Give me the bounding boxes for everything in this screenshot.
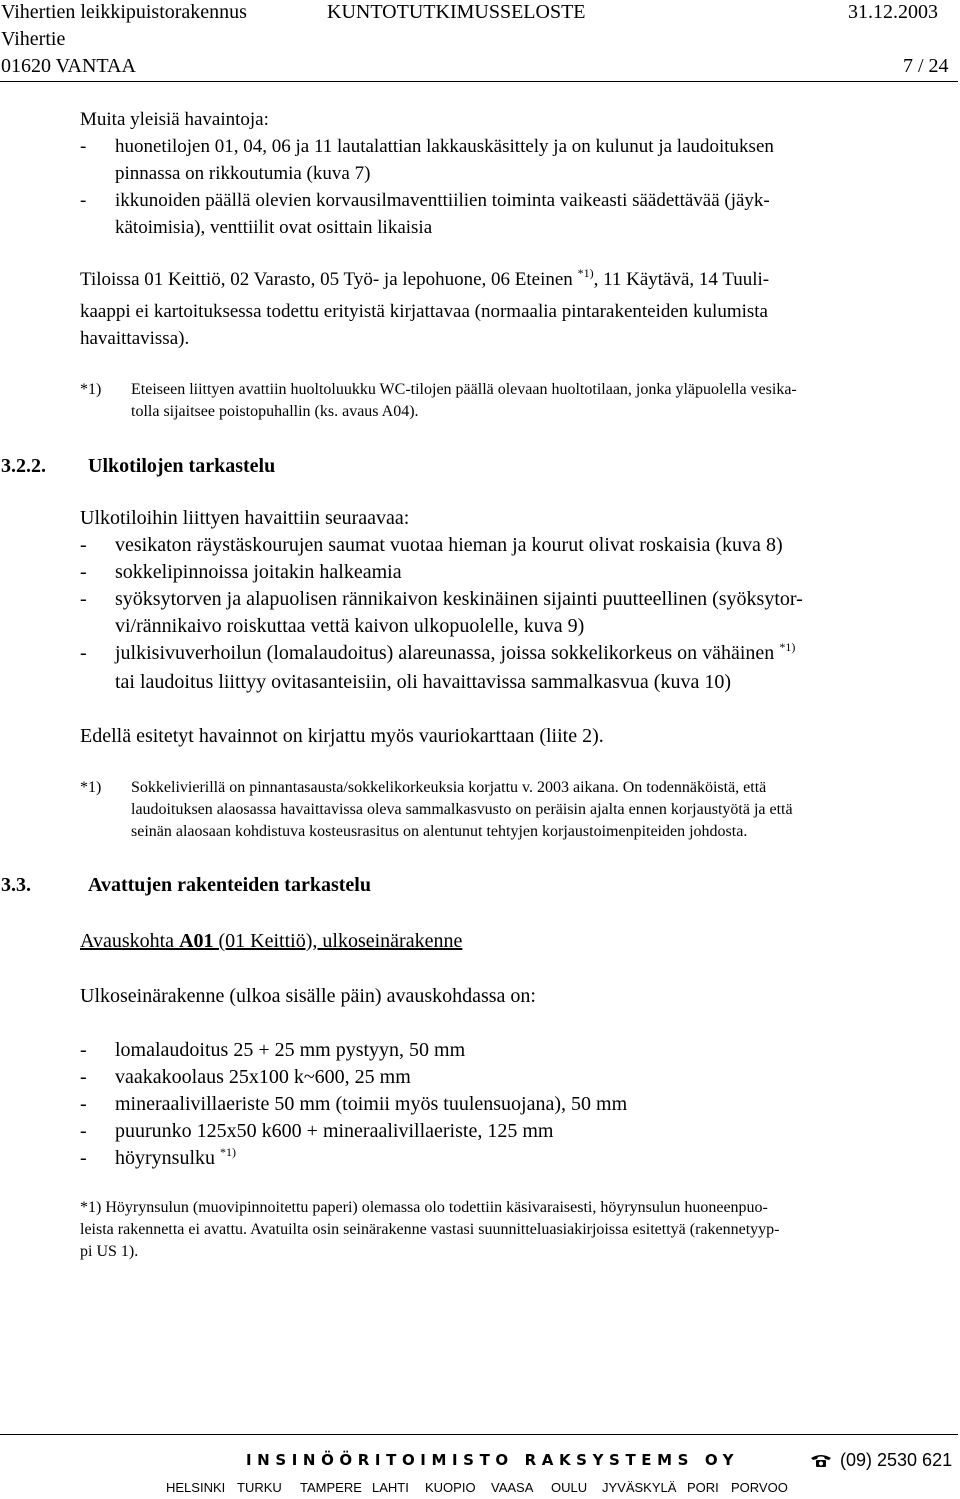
wall-structure-intro: Ulkoseinärakenne (ulkoa sisälle päin) avauskohdassa on:: [80, 985, 536, 1007]
layer-item-1: lomalaudoitus 25 + 25 mm pystyyn, 50 mm: [115, 1039, 466, 1061]
footnote-line-2: tolla sijaitsee poistopuhallin (ks. avaus A04).: [131, 403, 419, 420]
footer-city: PORVOO: [731, 1480, 788, 1495]
footnote-line-3: seinän alaosaan kohdistuva kosteusrasitus on alentunut tehtyjen korjaustoimenpiteiden johdosta.: [131, 823, 748, 840]
outdoor-item-3-line-1: syöksytorven ja alapuolisen rännikaivon keskinäinen sijainti puutteellinen (syöksytor-: [115, 588, 803, 610]
layer-item-2: vaakakoolaus 25x100 k~600, 25 mm: [115, 1066, 411, 1088]
footer-company: INSINÖÖRITOIMISTO RAKSYSTEMS OY: [246, 1451, 740, 1469]
observation-2-line-2: kätoimisia), venttiilit ovat osittain likaisia: [115, 217, 433, 238]
footer-phone: (09) 2530 621: [840, 1450, 953, 1470]
header-org: Vihertien leikkipuistorakennus: [1, 1, 247, 23]
bullet-dash: -: [80, 1120, 87, 1142]
header-rule: [0, 81, 958, 82]
outdoor-item-4-line-2: tai laudoitus liittyy ovitasanteisiin, oli havaittavissa sammalkasvua (kuva 10): [115, 671, 731, 693]
footnote-marker: *1): [80, 779, 102, 796]
footer-city: VAASA: [491, 1480, 534, 1495]
footnote-ref: *1): [577, 266, 594, 280]
footer-city: TURKU: [237, 1480, 282, 1495]
header-street: Vihertie: [1, 28, 66, 50]
section-title: Avattujen rakenteiden tarkastelu: [88, 874, 371, 896]
header-date: 31.12.2003: [848, 1, 938, 23]
vapour-barrier-note-line-2: leista rakennetta ei avattu. Avatuilta osin seinärakenne vastasi suunnitteluasiakirjoissa esitettyä (rakennetyyp-: [80, 1221, 780, 1238]
bullet-dash: -: [80, 642, 87, 664]
footer-city: HELSINKI: [166, 1480, 226, 1495]
opening-location: (01 Keittiö), ulkoseinärakenne: [218, 930, 463, 952]
vapour-barrier-note-line-1: *1) Höyrynsulun (muovipinnoitettu paperi) olemassa olo todettiin käsivaraisesti, höyrynsulun huoneenpuo-: [80, 1199, 768, 1216]
layer-item-3: mineraalivillaeriste 50 mm (toimii myös tuulensuojana), 50 mm: [115, 1093, 628, 1115]
footnote-marker: *1): [80, 381, 102, 398]
bullet-dash: -: [80, 136, 87, 157]
footer-city: LAHTI: [372, 1480, 409, 1495]
phone-icon: [809, 1452, 833, 1473]
bullet-dash: -: [80, 1093, 87, 1115]
section-number: 3.2.2.: [1, 455, 46, 477]
section-number: 3.3.: [1, 874, 31, 896]
section-title: Ulkotilojen tarkastelu: [88, 455, 276, 477]
footer-city: KUOPIO: [425, 1480, 476, 1495]
observation-1-line-1: huonetilojen 01, 04, 06 ja 11 lautalattian lakkauskäsittely ja on kulunut ja laudoituksen: [115, 136, 774, 157]
rooms-paragraph-line-3: havaittavissa).: [80, 328, 190, 349]
footer-city: TAMPERE: [300, 1480, 362, 1495]
rooms-text-b: , 11 Käytävä, 14 Tuuli-: [593, 269, 770, 290]
opening-code: A01: [179, 930, 214, 952]
outdoor-item-1: vesikaton räystäskourujen saumat vuotaa hieman ja kourut olivat roskaisia (kuva 8): [115, 534, 783, 556]
outdoor-summary: Edellä esitetyt havainnot on kirjattu myös vauriokarttaan (liite 2).: [80, 725, 604, 747]
outdoor-item-4-text: julkisivuverhoilun (lomalaudoitus) alareunassa, joissa sokkelikorkeus on vähäinen: [115, 642, 775, 664]
bullet-dash: -: [80, 1066, 87, 1088]
header-page-number: 7 / 24: [903, 55, 949, 77]
opening-subheading: [80, 930, 462, 952]
bullet-dash: -: [80, 534, 87, 556]
outdoor-item-3-line-2: vi/rännikaivo roiskuttaa vettä kaivon ulkopuolelle, kuva 9): [115, 615, 585, 637]
footer-city: OULU: [551, 1480, 588, 1495]
rooms-text-a: Tiloissa 01 Keittiö, 02 Varasto, 05 Työ- ja lepohuone, 06 Eteinen: [80, 269, 573, 290]
vapour-barrier-note-line-3: pi US 1).: [80, 1243, 139, 1260]
observation-2-line-1: ikkunoiden päällä olevien korvausilmaventtiilien toiminta vaikeasti säädettävää (jäyk-: [115, 190, 770, 211]
bullet-dash: -: [80, 588, 87, 610]
header-city: 01620 VANTAA: [1, 55, 136, 77]
layer-item-4: puurunko 125x50 k600 + mineraalivillaeriste, 125 mm: [115, 1120, 554, 1142]
footer-city: PORI: [687, 1480, 719, 1495]
layer-item-5: [115, 1147, 236, 1171]
layer-item-5-text: höyrynsulku: [115, 1147, 215, 1169]
outdoor-item-2: sokkelipinnoissa joitakin halkeamia: [115, 561, 402, 583]
footer-city: JYVÄSKYLÄ: [602, 1480, 677, 1495]
bullet-dash: -: [80, 1039, 87, 1061]
footer-rule: [0, 1434, 958, 1435]
rooms-paragraph-line-1: [80, 266, 770, 292]
outdoor-item-4-line-1: [115, 642, 795, 666]
bullet-dash: -: [80, 561, 87, 583]
header-doc-type: KUNTOTUTKIMUSSELOSTE: [327, 1, 586, 23]
footnote-line-2: laudoituksen alaosassa havaittavissa oleva sammalkasvusto on peräisin ajalta ennen korjaustyötä ja että: [131, 801, 793, 818]
outdoor-intro: Ulkotiloihin liittyen havaittiin seuraavaa:: [80, 507, 410, 529]
footnote-ref: *1): [779, 640, 796, 654]
observation-1-line-2: pinnassa on rikkoutumia (kuva 7): [115, 163, 371, 184]
opening-label: Avauskohta: [80, 930, 175, 952]
rooms-paragraph-line-2: kaappi ei kartoituksessa todettu erityistä kirjattavaa (normaalia pintarakenteiden kulumista: [80, 301, 768, 322]
bullet-dash: -: [80, 1147, 87, 1169]
footnote-line-1: Eteiseen liittyen avattiin huoltoluukku WC-tilojen päällä olevaan huoltotilaan, jonka yläpuolella vesika-: [131, 381, 797, 398]
footnote-ref: *1): [220, 1145, 236, 1159]
footnote-line-1: Sokkelivierillä on pinnantasausta/sokkelikorkeuksia korjattu v. 2003 aikana. On todennäköistä, että: [131, 779, 767, 796]
bullet-dash: -: [80, 190, 87, 211]
observations-heading: Muita yleisiä havaintoja:: [80, 109, 269, 130]
